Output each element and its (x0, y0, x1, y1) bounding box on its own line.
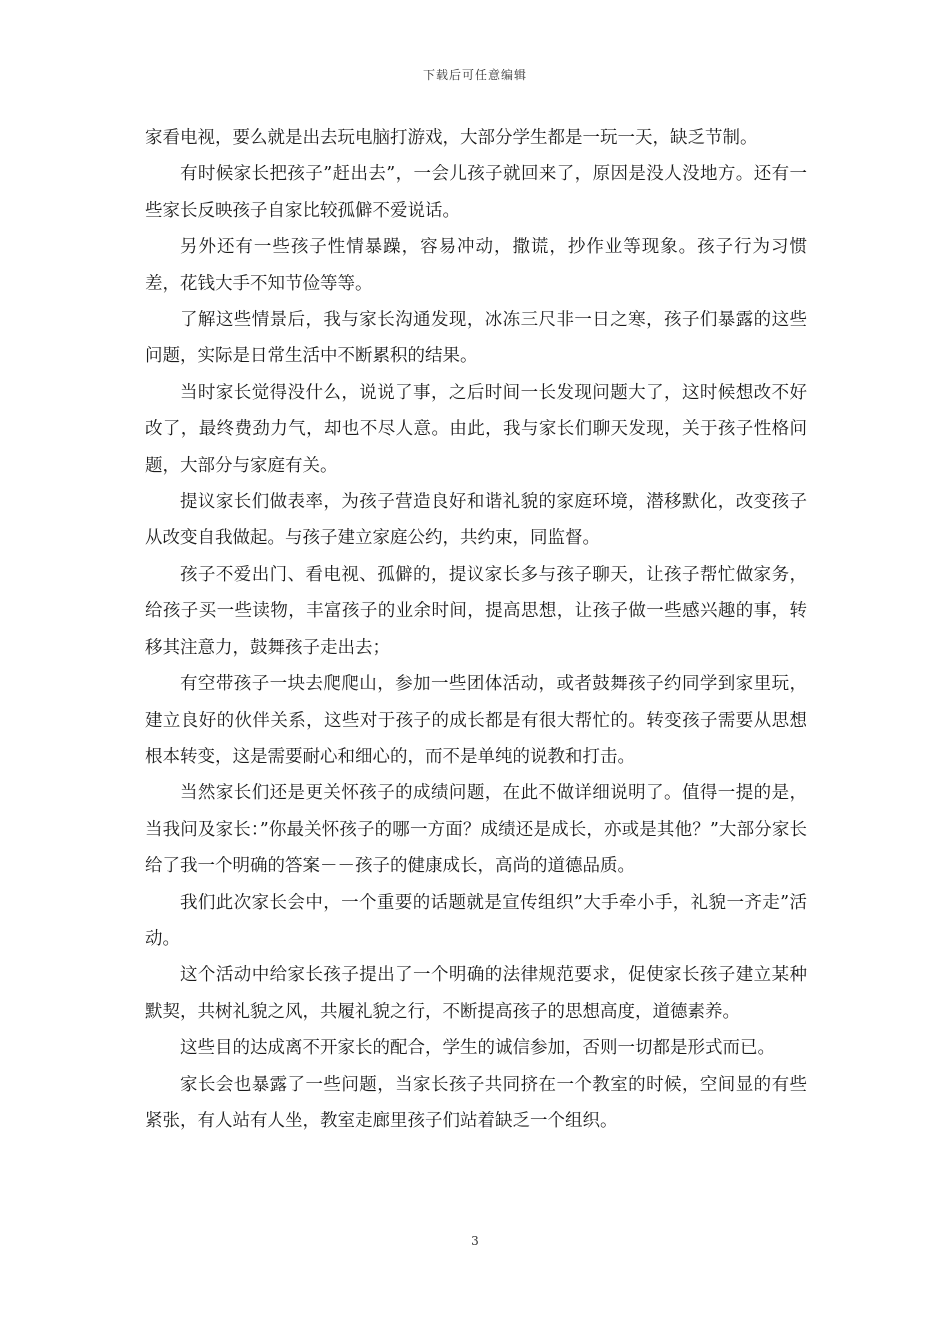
page-header: 下载后可任意编辑 (422, 68, 527, 82)
paragraph-1: 家看电视，要么就是出去玩电脑打游戏，大部分学生都是一玩一天，缺乏节制。 (145, 128, 758, 148)
paragraph-11: 这个活动中给家长孩子提出了一个明确的法律规范要求，促使家长孩子建立某种默契，共树礼貌之风，共履礼貌之行，不断提高孩子的思想高度，道德素养。 (145, 965, 807, 1022)
paragraph-2: 有时候家长把孩子”赶出去”，一会儿孩子就回来了，原因是没人没地方。还有一些家长反映孩子自家比较孤僻不爱说话。 (145, 164, 807, 221)
page-number: 3 (471, 1234, 479, 1248)
paragraph-9: 当然家长们还是更关怀孩子的成绩问题，在此不做详细说明了。值得一提的是，当我问及家长：”你最关怀孩子的哪一方面？成绩还是成长，亦或是其他？”大部分家长给了我一个明确的答案－－孩子的健康成长，高尚的道德品质。 (145, 783, 807, 877)
paragraph-8: 有空带孩子一块去爬爬山，参加一些团体活动，或者鼓舞孩子约同学到家里玩，建立良好的伙伴关系，这些对于孩子的成长都是有很大帮忙的。转变孩子需要从思想根本转变，这是需要耐心和细心的，而不是单纯的说教和打击。 (145, 674, 807, 767)
paragraph-10: 我们此次家长会中，一个重要的话题就是宣传组织”大手牵小手，礼貌一齐走”活动。 (145, 892, 807, 949)
body-text (145, 120, 807, 1139)
paragraph-13: 家长会也暴露了一些问题，当家长孩子共同挤在一个教室的时候，空间显的有些紧张，有人站有人坐，教室走廊里孩子们站着缺乏一个组织。 (145, 1074, 807, 1131)
paragraph-3: 另外还有一些孩子性情暴躁，容易冲动，撒谎，抄作业等现象。孩子行为习惯差，花钱大手不知节俭等等。 (145, 237, 807, 294)
paragraph-5: 当时家长觉得没什么，说说了事，之后时间一长发现问题大了，这时候想改不好改了，最终费劲力气，却也不尽人意。由此，我与家长们聊天发现，关于孩子性格问题，大部分与家庭有关。 (145, 382, 807, 476)
paragraph-6: 提议家长们做表率，为孩子营造良好和谐礼貌的家庭环境，潜移默化，改变孩子从改变自我做起。与孩子建立家庭公约，共约束，同监督。 (145, 492, 807, 549)
paragraph-12: 这些目的达成离不开家长的配合，学生的诚信参加，否则一切都是形式而已。 (180, 1038, 775, 1059)
paragraph-4: 了解这些情景后，我与家长沟通发现，冰冻三尺非一日之寒，孩子们暴露的这些问题，实际是日常生活中不断累积的结果。 (145, 310, 807, 367)
paragraph-7: 孩子不爱出门、看电视、孤僻的，提议家长多与孩子聊天，让孩子帮忙做家务，给孩子买一些读物，丰富孩子的业余时间，提高思想，让孩子做一些感兴趣的事，转移其注意力，鼓舞孩子走出去； (145, 564, 807, 658)
